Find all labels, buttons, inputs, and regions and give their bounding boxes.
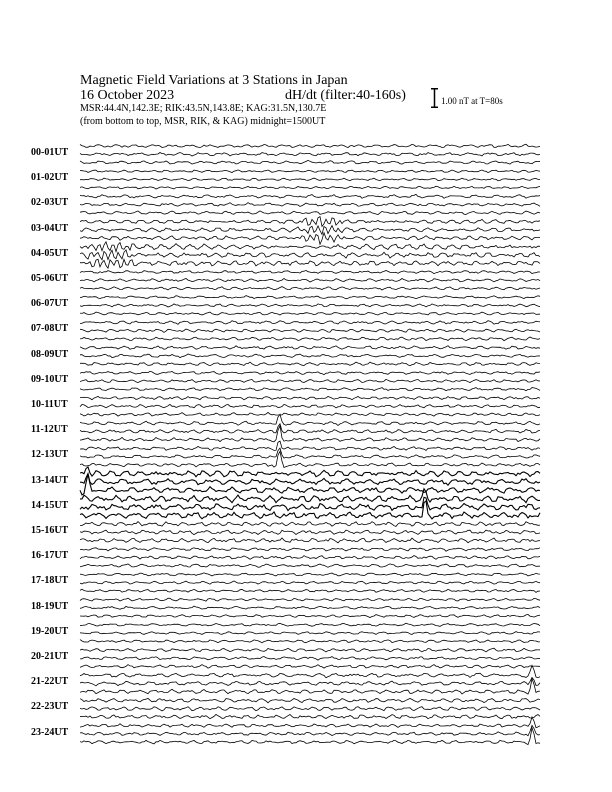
hour-label: 16-17UT bbox=[31, 550, 69, 562]
station-trace-rik bbox=[80, 606, 540, 609]
station-trace-kag bbox=[80, 648, 540, 652]
station-trace-rik bbox=[80, 404, 540, 408]
hour-label: 14-15UT bbox=[31, 499, 69, 511]
station-trace-rik bbox=[80, 354, 540, 358]
hour-label: 22-23UT bbox=[31, 701, 69, 713]
hour-label: 18-19UT bbox=[31, 600, 69, 612]
station-trace-kag bbox=[80, 522, 540, 527]
hour-label: 11-12UT bbox=[31, 424, 68, 436]
station-trace-rik bbox=[80, 250, 540, 260]
station-trace-kag bbox=[80, 194, 540, 198]
station-trace-msr bbox=[80, 564, 540, 567]
station-trace-msr bbox=[80, 388, 540, 391]
station-trace-kag bbox=[80, 698, 540, 702]
station-trace-rik bbox=[80, 725, 540, 735]
station-trace-msr bbox=[80, 665, 540, 669]
station-trace-kag bbox=[80, 623, 540, 626]
station-trace-msr bbox=[80, 451, 540, 467]
station-trace-msr bbox=[80, 501, 540, 519]
station-trace-kag bbox=[80, 270, 540, 273]
station-trace-msr bbox=[80, 426, 540, 442]
hour-label: 04-05UT bbox=[31, 247, 69, 259]
hour-label: 10-11UT bbox=[31, 399, 68, 410]
station-trace-msr bbox=[80, 589, 540, 592]
hour-label: 19-20UT bbox=[31, 625, 69, 637]
chart-date: 16 October 2023 bbox=[80, 88, 175, 103]
station-trace-rik bbox=[80, 178, 540, 181]
hour-label: 23-24UT bbox=[31, 726, 69, 738]
station-trace-kag bbox=[80, 573, 540, 576]
hour-label: 15-16UT bbox=[31, 525, 69, 536]
station-trace-rik bbox=[80, 474, 540, 486]
station-trace-kag bbox=[80, 242, 540, 252]
station-trace-msr bbox=[80, 614, 540, 617]
station-trace-msr bbox=[80, 728, 540, 745]
station-trace-kag bbox=[80, 489, 540, 503]
station-trace-msr bbox=[80, 640, 540, 643]
hour-label: 05-06UT bbox=[31, 273, 69, 284]
hour-label: 12-13UT bbox=[31, 449, 69, 461]
station-trace-msr bbox=[80, 337, 540, 341]
station-trace-rik bbox=[80, 657, 540, 661]
hour-label: 03-04UT bbox=[31, 222, 69, 234]
hour-label: 02-03UT bbox=[31, 197, 69, 209]
station-trace-rik bbox=[80, 424, 540, 433]
station-trace-msr bbox=[80, 160, 540, 164]
station-trace-rik bbox=[80, 556, 540, 560]
hour-label: 06-07UT bbox=[31, 298, 69, 310]
station-trace-kag bbox=[80, 414, 540, 425]
station-trace-kag bbox=[80, 467, 540, 477]
station-trace-msr bbox=[80, 362, 540, 366]
station-trace-rik bbox=[80, 678, 540, 686]
hour-label: 01-02UT bbox=[31, 172, 69, 184]
station-trace-rik bbox=[80, 304, 540, 307]
station-trace-rik bbox=[80, 203, 540, 207]
station-trace-msr bbox=[80, 186, 540, 189]
hour-label: 07-08UT bbox=[31, 323, 69, 335]
station-coordinates: MSR:44.4N,142.3E; RIK:43.5N,143.8E; KAG:31.5N,130.7E bbox=[80, 103, 327, 114]
station-trace-rik bbox=[80, 632, 540, 635]
station-trace-kag bbox=[80, 717, 540, 728]
station-trace-msr bbox=[80, 474, 540, 495]
station-trace-kag bbox=[80, 296, 540, 299]
station-trace-rik bbox=[80, 707, 540, 711]
station-trace-msr bbox=[80, 679, 540, 694]
station-trace-msr bbox=[80, 233, 540, 245]
station-trace-msr bbox=[80, 412, 540, 416]
station-trace-kag bbox=[80, 321, 540, 325]
station-trace-kag bbox=[80, 144, 540, 147]
chart-title: Magnetic Field Variations at 3 Stations in Japan bbox=[80, 73, 348, 88]
station-order-note: (from bottom to top, MSR, RIK, & KAG) midnight=1500UT bbox=[80, 116, 326, 127]
hour-label: 17-18UT bbox=[31, 575, 69, 587]
station-trace-msr bbox=[80, 259, 540, 268]
scale-bar bbox=[431, 88, 438, 108]
station-trace-kag bbox=[80, 548, 540, 552]
station-trace-rik bbox=[80, 329, 540, 333]
station-trace-rik bbox=[80, 581, 540, 584]
station-trace-msr bbox=[80, 538, 540, 543]
station-trace-rik bbox=[80, 226, 540, 235]
station-trace-msr bbox=[80, 312, 540, 315]
station-trace-rik bbox=[80, 279, 540, 283]
station-trace-kag bbox=[80, 346, 540, 350]
station-trace-kag bbox=[80, 371, 540, 374]
hour-label: 13-14UT bbox=[31, 474, 69, 486]
station-trace-msr bbox=[80, 287, 540, 290]
station-trace-rik bbox=[80, 153, 540, 157]
hour-label: 00-01UT bbox=[31, 147, 69, 158]
station-trace-rik bbox=[80, 497, 540, 510]
station-trace-rik bbox=[80, 379, 540, 382]
station-trace-rik bbox=[80, 530, 540, 534]
station-trace-msr bbox=[80, 714, 540, 718]
station-trace-msr bbox=[80, 211, 540, 215]
hour-label: 20-21UT bbox=[31, 651, 69, 662]
hour-label: 08-09UT bbox=[31, 348, 69, 360]
chart-quantity: dH/dt (filter:40-160s) bbox=[285, 88, 406, 103]
station-trace-kag bbox=[80, 396, 540, 399]
station-trace-kag bbox=[80, 170, 540, 173]
station-trace-kag bbox=[80, 598, 540, 601]
scale-label: 1.00 nT at T=80s bbox=[441, 96, 503, 106]
trace-group bbox=[80, 144, 540, 744]
hour-label: 21-22UT bbox=[31, 676, 69, 688]
station-trace-kag bbox=[80, 441, 540, 450]
station-trace-kag bbox=[80, 217, 540, 227]
hour-label: 09-10UT bbox=[31, 373, 69, 385]
